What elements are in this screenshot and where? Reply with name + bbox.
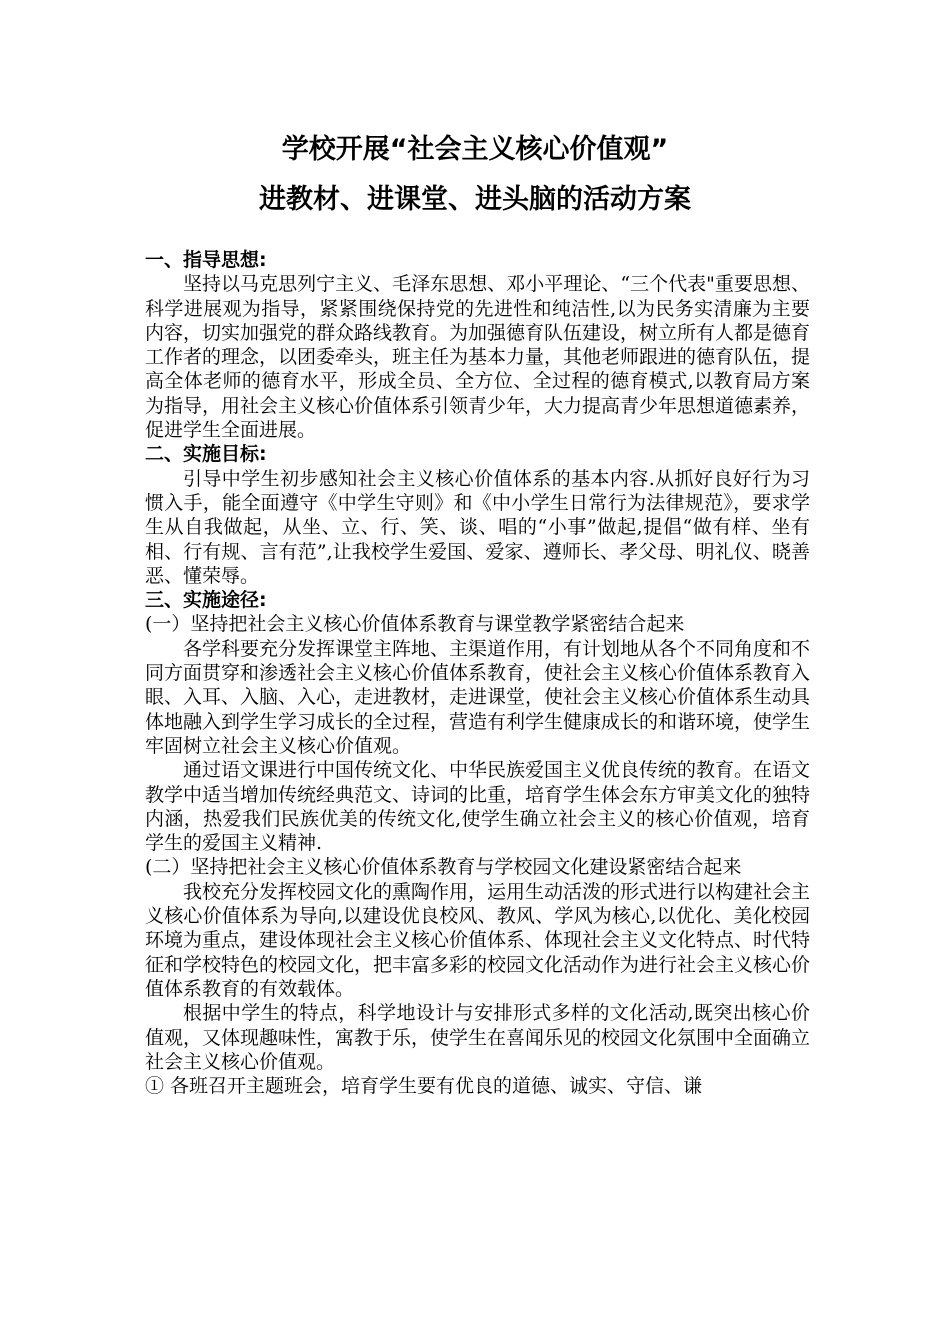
- section-heading-goals: 二、实施目标:: [145, 443, 267, 466]
- body-paragraph: 引导中学生初步感知社会主义核心价值体系的基本内容.从抓好良好行为习惯入手，能全面遵守《中学生守则》和《中小学生日常行为法律规范》，要求学生从自我做起，从坐、立、行、笑、谈、唱的“小事”做起,提倡“做有样、坐有相、行有规、言有范”,让我校学生爱国、爱家、遵师长、孝父母、明礼仪、晓善恶、懂荣辱。: [145, 467, 810, 587]
- subsection-heading-2: (二）坚持把社会主义核心价值体系教育与学校园文化建设紧密结合起来: [145, 856, 742, 879]
- document-title-line-1: 学校开展“社会主义核心价值观”: [281, 134, 669, 165]
- section-heading-guiding-thought: 一、指导思想:: [145, 249, 267, 271]
- document-body: [145, 248, 810, 1098]
- list-item-1: ① 各班召开主题班会，培育学生要有优良的道德、诚实、守信、谦: [145, 1075, 703, 1098]
- body-paragraph: 根据中学生的特点，科学地设计与安排形式多样的文化活动,既突出核心价值观，又体现趣味性，寓教于乐，使学生在喜闻乐见的校园文化氛围中全面确立社会主义核心价值观。: [145, 1002, 811, 1073]
- section-heading-approaches: 三、实施途径:: [145, 589, 267, 612]
- body-paragraph: 通过语文课进行中国传统文化、中华民族爱国主义优良传统的教育。在语文教学中适当增加传统经典范文、诗词的比重，培育学生体会东方审美文化的独特内涵，热爱我们民族优美的传统文化,使学生确立社会主义的核心价值观，培育学生的爱国主义精神.: [145, 759, 811, 855]
- body-paragraph: 我校充分发挥校园文化的熏陶作用，运用生动活泼的形式进行以构建社会主义核心价值体系为导向,以建设优良校风、教风、学风为核心,以优化、美化校园环境为重点，建设体现社会主义核心价值体系、体现社会主义文化特点、时代特征和学校特色的校园文化，把丰富多彩的校园文化活动作为进行社会主义核心价值体系教育的有效载体。: [145, 880, 811, 1000]
- document-title-line-2: 进教材、进课堂、进头脑的活动方案: [259, 184, 691, 215]
- body-paragraph: 各学科要充分发挥课堂主阵地、主渠道作用，有计划地从各个不同角度和不同方面贯穿和渗透社会主义核心价值体系教育，使社会主义核心价值体系教育入眼、入耳、入脑、入心，走进教材，走进课堂，使社会主义核心价值体系生动具体地融入到学生学习成长的全过程，营造有利学生健康成长的和谐环境，使学生牢固树立社会主义核心价值观。: [145, 637, 811, 757]
- subsection-heading-1: (一）坚持把社会主义核心价值体系教育与课堂教学紧密结合起来: [145, 613, 685, 636]
- body-paragraph: 坚持以马克思列宁主义、毛泽东思想、邓小平理论、“三个代表"重要思想、科学进展观为指导，紧紧围绕保持党的先进性和纯洁性,以为民务实清廉为主要内容，切实加强党的群众路线教育。为加强德育队伍建设，树立所有人都是德育工作者的理念，以团委牵头，班主任为基本力量，其他老师跟进的德育队伍，提高全体老师的德育水平，形成全员、全方位、全过程的德育模式,以教育局方案为指导，用社会主义核心价值体系引领青少年，大力提高青少年思想道德素养，促进学生全面进展。: [145, 273, 811, 442]
